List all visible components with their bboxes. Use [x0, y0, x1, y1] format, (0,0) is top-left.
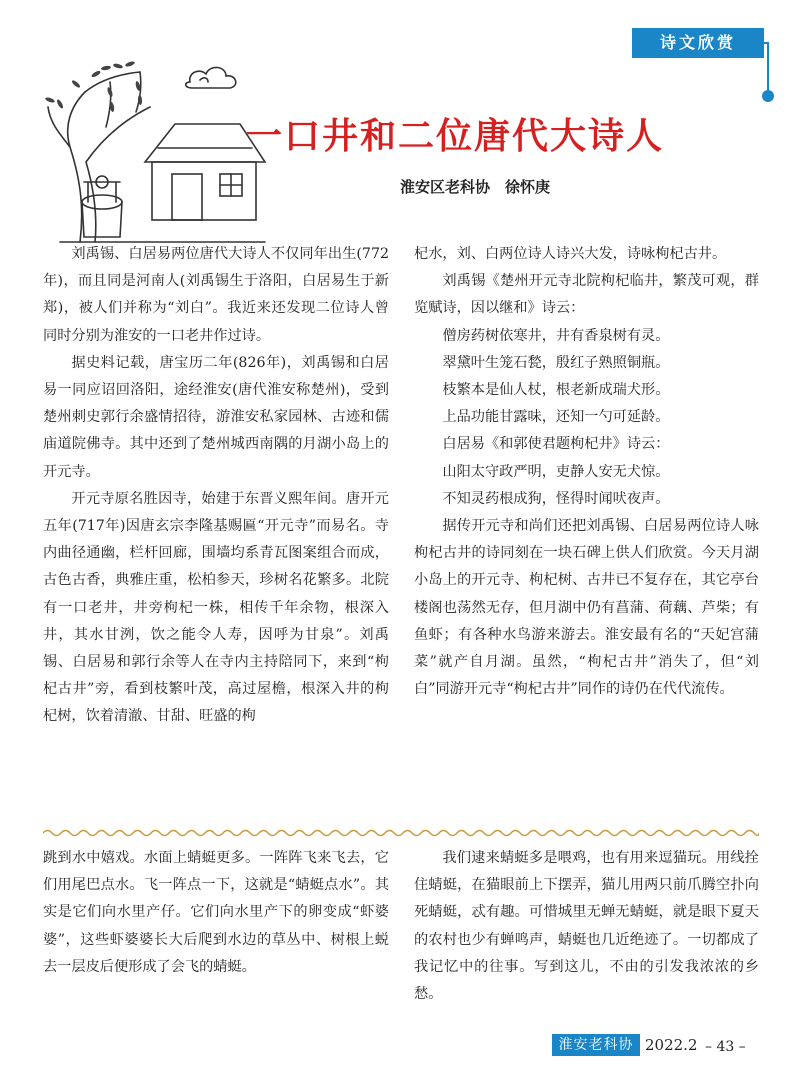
bottom-right-column: [414, 845, 759, 1008]
paragraph: 刘禹锡《楚州开元寺北院枸杞临井，繁茂可观，群览赋诗，因以继和》诗云：: [414, 273, 759, 317]
well-house-willow-illustration: [40, 52, 280, 252]
paragraph: 刘禹锡、白居易两位唐代大诗人不仅同年出生(772年)，而且同是河南人(刘禹锡生于洛阳，白居易生于新郑)，被人们并称为“刘白”。我近来还发现二位诗人曾同时分别为淮安的一口老井作过诗。: [43, 246, 389, 344]
article-title: 一口井和二位唐代大诗人: [246, 116, 665, 157]
paragraph: 据传开元寺和尚们还把刘禹锡、白居易两位诗人咏枸杞古井的诗同刻在一块石碑上供人们欣赏。今天月湖小岛上的开元寺、枸杞树、古井已不复存在，其它亭台楼阁也荡然无存，但月湖中仍有菖蒲、荷藕、芦柴；有鱼虾；有各种水鸟游来游去。淮安最有名的“天妃宫蒲菜”就产自月湖。虽然，“枸杞古井”消失了，但“刘白”同游开元寺“枸杞古井”同作的诗仍在代代流传。: [414, 518, 759, 698]
section-tag: 诗文欣赏: [632, 28, 764, 58]
paragraph: 我们逮来蜻蜓多是喂鸡，也有用来逗猫玩。用线拴住蜻蜓，在猫眼前上下摆弄，猫儿用两只前爪腾空扑向死蜻蜓，忒有趣。可惜城里无蝉无蜻蜓，就是眼下夏天的农村也少有蝉鸣声，蜻蜓也几近绝迹了。一切都成了我记忆中的往事。写到这儿，不由的引发我浓浓的乡愁。: [414, 850, 759, 1003]
poem-line: 枝繁本是仙人杖，根老新成瑞犬形。: [442, 382, 670, 399]
poem-line: 山阳太守政严明，吏静人安无犬惊。: [442, 463, 670, 480]
paragraph: 跳到水中嬉戏。水面上蜻蜓更多。一阵阵飞来飞去，它们用尾巴点水。飞一阵点一下，这就是“蜻蜓点水”。其实是它们向水里产仔。它们向水里产下的卵变成“虾婆婆”，这些虾婆婆长大后爬到水边的草丛中、树根上蜕去一层皮后便形成了会飞的蜻蜓。: [43, 850, 389, 975]
poem-line: 上品功能甘露味，还知一勺可延龄。: [442, 409, 670, 426]
tag-vertical-line: [767, 42, 769, 94]
poem-line: 不知灵药根成狗，怪得时闻吠夜声。: [442, 490, 670, 507]
tag-dot: [762, 90, 774, 102]
article-byline: 淮安区老科协 徐怀庚: [400, 178, 551, 196]
wavy-divider: [43, 828, 759, 838]
paragraph: 杞水，刘、白两位诗人诗兴大发，诗咏枸杞古井。: [414, 246, 727, 262]
left-column: [43, 241, 389, 731]
footer-page-number: – 43 –: [705, 1039, 746, 1055]
poem-line: 翠黛叶生笼石甃，殷红子熟照铜瓶。: [442, 354, 670, 371]
bottom-left-column: [43, 845, 389, 981]
poem-line: 僧房药树依寒井，井有香泉树有灵。: [442, 327, 670, 344]
footer-issue: 2022.2: [645, 1036, 698, 1054]
paragraph: 白居易《和郭使君题枸杞井》诗云：: [442, 436, 670, 453]
paragraph: 开元寺原名胜因寺，始建于东晋义熙年间。唐开元五年(717年)因唐玄宗李隆基赐匾“开元寺”而易名。寺内曲径通幽，栏杆回廊，围墙均系青瓦图案组合而成，古色古香，典雅庄重，松柏参天，珍树名花繁多。北院有一口老井，井旁枸杞一株，相传千年余物，根深入井，其水甘洌，饮之能令人寿，因呼为甘泉”。刘禹锡、白居易和郭行余等人在寺内主持陪同下，来到“枸杞古井”旁，看到枝繁叶茂，高过屋檐，根深入井的枸杞树，饮着清澈、甘甜、旺盛的枸: [43, 490, 389, 725]
paragraph: 据史料记载，唐宝历二年(826年)，刘禹锡和白居易一同应诏回洛阳，途经淮安(唐代淮安称楚州)，受到楚州刺史郭行余盛情招待，游淮安私家园林、古迹和儒庙道院佛寺。其中还到了楚州城西南隅的月湖小岛上的开元寺。: [43, 354, 389, 480]
right-column: [414, 241, 759, 703]
footer-magazine-name: 淮安老科协: [552, 1034, 640, 1056]
